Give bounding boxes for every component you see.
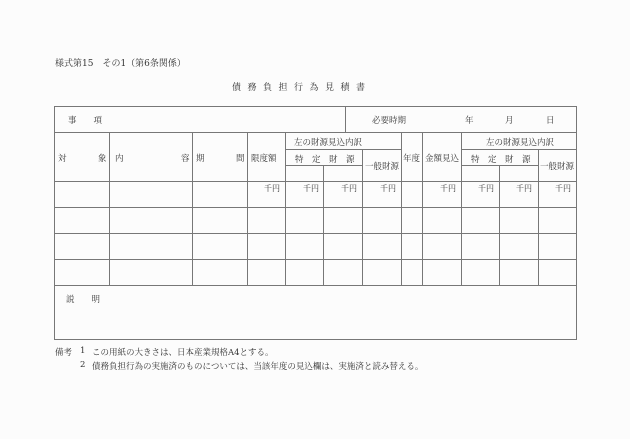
col-line <box>401 132 402 285</box>
note-text: 債務負担行為の実施済のものについては、当該年度の見込欄は、実施済と読み替える。 <box>92 362 424 372</box>
row-line <box>285 149 401 150</box>
frame-bottom <box>54 339 577 340</box>
unit-label: 千円 <box>303 184 319 193</box>
note-text: この用紙の大きさは、日本産業規格A4とする。 <box>92 348 274 358</box>
col-limit-amount: 限度額 <box>251 154 277 164</box>
col-line <box>461 132 462 285</box>
document-title: 債務負担行為見積書 <box>232 83 372 93</box>
col-specific-source-1: 特 定 財 源 <box>295 155 355 165</box>
col-content-2: 容 <box>181 154 190 164</box>
unit-label: 千円 <box>264 184 280 193</box>
col-fiscal-year: 年度 <box>403 154 421 164</box>
row-line <box>461 149 577 150</box>
row-line <box>54 285 577 286</box>
unit-label: 千円 <box>380 184 396 193</box>
note-number: 2 <box>80 360 86 370</box>
unit-label: 千円 <box>516 184 532 193</box>
col-line <box>247 132 248 285</box>
unit-label: 千円 <box>440 184 456 193</box>
row-line <box>461 165 539 166</box>
explanation-field[interactable] <box>56 306 574 336</box>
col-period-2: 間 <box>236 154 245 164</box>
row-line <box>285 165 363 166</box>
date-month: 月 <box>505 116 514 126</box>
row-line <box>54 132 577 133</box>
col-target-2: 象 <box>98 154 107 164</box>
col-line <box>422 132 423 285</box>
col-general-source-2: 一般財源 <box>540 162 575 172</box>
col-line <box>362 149 363 285</box>
matter-label: 事 項 <box>68 116 103 126</box>
col-content-1: 内 <box>115 154 124 164</box>
note-number: 1 <box>80 346 86 356</box>
col-amount-estimate: 金額見込 <box>425 154 460 164</box>
frame-right <box>576 106 577 340</box>
frame-left <box>54 106 55 340</box>
form-id: 様式第15 その1（第6条関係） <box>55 59 186 69</box>
col-line <box>323 165 324 285</box>
matter-field[interactable] <box>90 108 340 130</box>
col-specific-source-2: 特 定 財 源 <box>471 155 531 165</box>
col-line <box>538 149 539 285</box>
col-general-source-1: 一般財源 <box>365 162 400 172</box>
notes-label: 備考 <box>55 348 73 358</box>
col-target-1: 対 <box>58 154 67 164</box>
required-date-label: 必要時期 <box>372 116 407 126</box>
col-line <box>345 106 346 132</box>
col-breakdown-1: 左の財源見込内訳 <box>294 138 363 148</box>
col-breakdown-2: 左の財源見込内訳 <box>486 138 555 148</box>
unit-label: 千円 <box>341 184 357 193</box>
col-line <box>192 132 193 285</box>
date-year: 年 <box>465 116 474 126</box>
frame-top <box>54 106 577 107</box>
unit-label: 千円 <box>478 184 494 193</box>
col-line <box>285 132 286 285</box>
col-period-1: 期 <box>196 154 205 164</box>
date-day: 日 <box>546 116 555 126</box>
col-line <box>499 165 500 285</box>
unit-label: 千円 <box>555 184 571 193</box>
col-line <box>109 132 110 285</box>
explanation-label: 説 明 <box>66 295 101 305</box>
